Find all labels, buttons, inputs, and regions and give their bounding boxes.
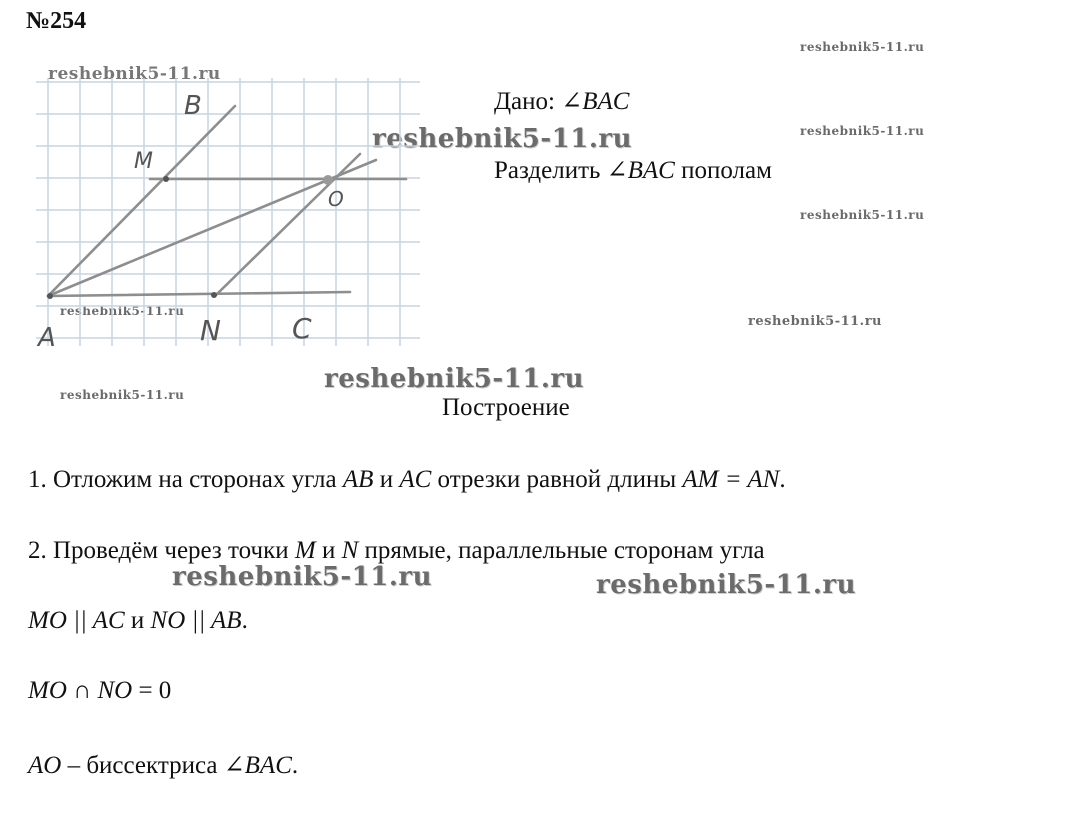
point-A: [47, 293, 53, 299]
label-C: C: [292, 312, 312, 345]
step-3: [28, 607, 248, 635]
point-M: [163, 176, 169, 182]
step-5: [28, 750, 298, 780]
parallel-MO-AC: MO || AC: [28, 607, 125, 634]
given-angle: BAC: [582, 88, 630, 115]
construction-figure: [28, 70, 428, 352]
step-text: = 0: [132, 677, 172, 704]
step-text: 1. Отложим на сторонах угла: [28, 466, 343, 493]
step-text: 2. Проведём через точки: [28, 537, 295, 564]
intersection-symbol: ∩: [73, 677, 92, 704]
task-suffix: пополам: [681, 157, 772, 184]
equation-AM-AN: AM = AN: [682, 466, 780, 493]
label-M: M: [134, 149, 153, 174]
task-angle: BAC: [627, 157, 675, 184]
angle-symbol: ∠: [606, 157, 628, 184]
watermark: reshebnik5-11.ru: [748, 314, 883, 329]
step-2: [28, 537, 765, 565]
angle-BAC-ref: BAC: [244, 752, 292, 779]
point-O: [323, 175, 333, 185]
step-text: и: [315, 537, 342, 564]
given-line: [494, 86, 629, 116]
watermark: reshebnik5-11.ru: [800, 40, 925, 54]
graph-paper-grid: [36, 78, 420, 346]
line-NO-ref: NO: [97, 677, 133, 704]
step-text: отрезки равной длины: [431, 466, 683, 493]
angle-symbol: ∠: [223, 752, 245, 779]
parallel-NO-AB: NO || AB: [150, 607, 242, 634]
watermark: reshebnik5-11.ru: [60, 388, 185, 402]
step-text: прямые, параллельные сторонам угла: [358, 537, 765, 564]
angle-symbol: ∠: [561, 88, 583, 115]
step-1: [28, 466, 786, 494]
construction-title: Построение: [442, 394, 570, 421]
watermark: reshebnik5-11.ru: [800, 208, 925, 222]
step-text: .: [241, 607, 248, 634]
watermark: reshebnik5-11.ru: [800, 124, 925, 138]
watermark: reshebnik5-11.ru: [48, 64, 221, 84]
watermark: reshebnik5-11.ru: [172, 562, 433, 592]
watermark: reshebnik5-11.ru: [372, 124, 633, 154]
watermark: reshebnik5-11.ru: [60, 304, 185, 318]
problem-number: №254: [26, 8, 87, 34]
segment-AC: AC: [399, 466, 432, 493]
task-text: Разделить: [494, 157, 601, 184]
step-text: и: [373, 466, 400, 493]
label-A: A: [38, 323, 56, 352]
task-line: [494, 155, 772, 185]
watermark: reshebnik5-11.ru: [324, 364, 585, 394]
step-text: .: [291, 752, 299, 779]
given-label: Дано:: [494, 88, 555, 115]
label-B: B: [184, 91, 202, 121]
step-4: [28, 677, 171, 705]
step-text: – биссектриса: [61, 752, 224, 779]
step-text: .: [779, 466, 786, 493]
point-N: [211, 292, 217, 298]
point-M-ref: M: [294, 537, 316, 564]
label-O: O: [328, 187, 344, 211]
segment-AB: AB: [342, 466, 374, 493]
ray-AB: [48, 106, 235, 296]
label-N: N: [200, 314, 221, 347]
watermark: reshebnik5-11.ru: [596, 570, 857, 600]
line-MO-ref: MO: [28, 677, 67, 704]
segment-AO-ref: AO: [28, 752, 62, 779]
step-text: и: [124, 607, 151, 634]
point-N-ref: N: [341, 537, 359, 564]
